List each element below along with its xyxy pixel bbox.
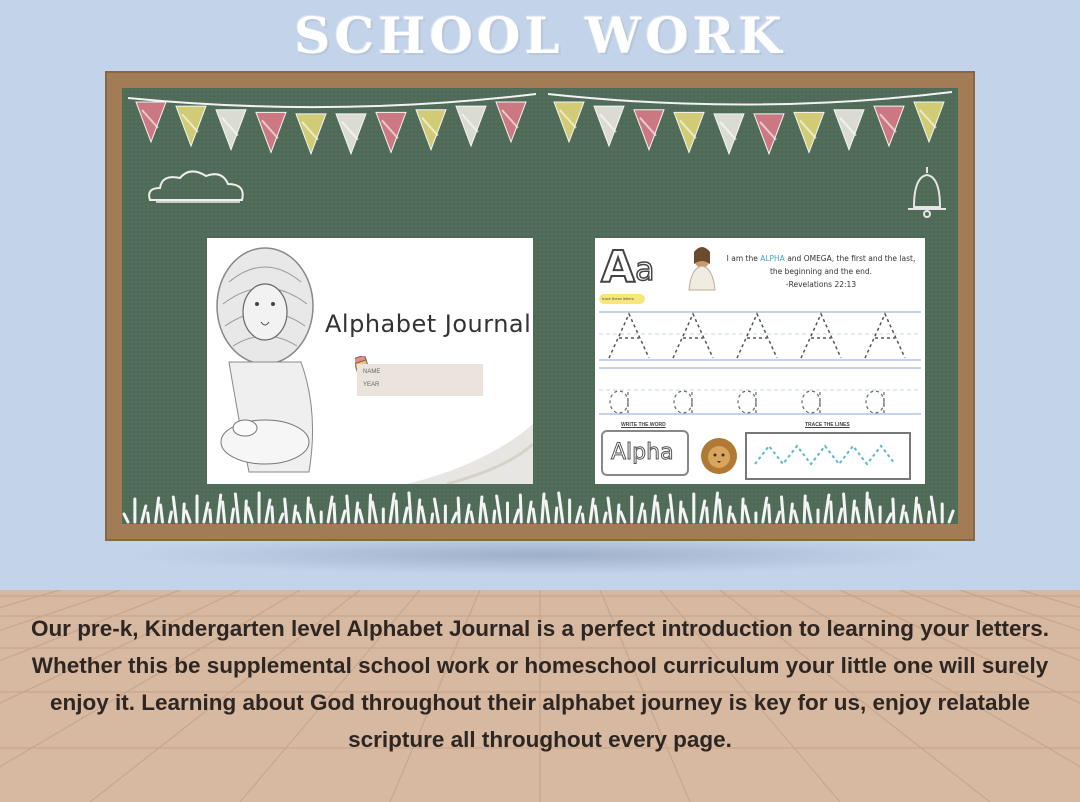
grass-blade: [582, 514, 583, 522]
journal-cover-card[interactable]: [207, 238, 533, 484]
grass-blade: [869, 500, 873, 522]
jesus-figure-icon: [685, 244, 719, 292]
grass-blade: [520, 495, 521, 522]
grass-blade: [715, 493, 718, 522]
grass-blade: [232, 509, 234, 522]
chalkboard-frame: [105, 71, 975, 541]
verse-line-2: the beginning and the end.: [769, 267, 873, 276]
trace-letter-A: [865, 314, 905, 358]
grass-blade: [435, 499, 439, 522]
grass-blade: [931, 497, 935, 522]
bunting-flag: [456, 106, 486, 146]
trace-letter-a: [866, 391, 884, 413]
verse-highlight: ALPHA: [760, 254, 785, 263]
write-word-label: WRITE THE WORD: [621, 422, 666, 428]
bunting-flag: [336, 114, 366, 154]
grass-blade: [356, 503, 358, 522]
grass-blade: [422, 507, 425, 522]
bunting-flag: [674, 112, 704, 152]
trace-letter-a: [674, 391, 692, 413]
grass-blade: [546, 501, 549, 522]
grass-blade: [285, 499, 287, 522]
grass-blade: [680, 502, 681, 522]
grass-blade: [360, 510, 363, 522]
grass-blade: [856, 508, 859, 522]
grass-blade: [666, 510, 668, 522]
bunting-flag: [914, 102, 944, 142]
grass-blade: [556, 508, 557, 522]
grass-blade: [210, 510, 211, 522]
bunting-flag: [176, 106, 206, 146]
verse-text-2: and OMEGA, the first and the last,: [784, 254, 916, 263]
grass-blade: [173, 497, 176, 522]
grass-blade: [807, 503, 811, 522]
grass-blade: [124, 514, 128, 522]
description-text: Our pre-k, Kindergarten level Alphabet Journal is a perfect introduction to learning your letters. Whether this be supplemental school work or homeschool curriculum your little one will surely enjoy it. Learning about God throughout their alphabet journey is key for us, enjoy relatable scripture all throughout every page.: [30, 616, 1050, 752]
grass-blade: [732, 514, 735, 522]
grass-blade: [559, 493, 563, 522]
grass-blade: [604, 513, 606, 522]
trace-tag-text: trace these letters: [602, 296, 634, 301]
grass-blade: [794, 511, 797, 522]
trace-letter-A: [737, 314, 777, 358]
grass-blade: [156, 498, 159, 522]
scripture-verse: [721, 252, 921, 291]
grass-blade: [893, 499, 894, 522]
grass-blade: [621, 512, 625, 522]
grass-blade: [218, 495, 221, 522]
grass-blade: [223, 502, 225, 522]
grass-blade: [471, 512, 473, 522]
grass-blade: [719, 500, 721, 522]
grass-blade: [452, 513, 456, 522]
year-field-label: YEAR: [363, 382, 380, 388]
trace-letter-a: [738, 391, 756, 413]
trace-tag: [599, 294, 645, 304]
tracing-rows: [595, 308, 925, 420]
grass-blade: [707, 508, 708, 522]
grass-blade: [866, 493, 867, 522]
grass-blade: [370, 495, 371, 522]
grass-blade: [528, 502, 531, 522]
grass-blade: [390, 494, 394, 522]
wood-floor: [0, 590, 1080, 802]
grass-blade: [645, 511, 646, 522]
trace-letter-A: [673, 314, 713, 358]
grass-blade: [595, 506, 597, 522]
grass-blade: [169, 512, 171, 522]
bunting-flag: [594, 106, 624, 146]
bunting-flag: [296, 114, 326, 154]
bunting-flag: [634, 110, 664, 150]
grass-blade: [497, 496, 501, 522]
board-shadow: [120, 535, 960, 575]
uppercase-letter: A: [601, 242, 636, 293]
bunting-flag: [794, 112, 824, 152]
grass-blade: [298, 513, 301, 522]
grass-blade: [310, 505, 314, 522]
grass-blade: [334, 504, 335, 522]
worksheet-card[interactable]: [595, 238, 925, 484]
grass-blade: [949, 511, 953, 522]
bell-icon: [902, 163, 952, 223]
grass-blade: [683, 509, 687, 522]
grass-blade: [839, 509, 842, 522]
grass-blade: [919, 505, 922, 522]
grass-blade: [657, 503, 659, 522]
grass-blade: [887, 514, 891, 522]
grass-blade: [777, 512, 780, 522]
trace-letter-a: [610, 391, 628, 413]
journal-title: Alphabet Journal: [325, 310, 532, 338]
grass-blade: [542, 494, 544, 522]
grass-blade: [831, 502, 832, 522]
grass-blade: [484, 504, 487, 522]
grass-blade: [396, 501, 397, 522]
grass-blade: [915, 498, 917, 522]
bunting-flag: [416, 110, 446, 150]
grass-blade: [347, 496, 349, 522]
grass-blade: [853, 501, 855, 522]
grass-blade: [458, 498, 459, 522]
bunting-flag: [376, 112, 406, 152]
grass-blade: [618, 505, 619, 522]
grass-blade: [844, 494, 846, 522]
grass-blade: [670, 495, 673, 522]
grass-blade: [328, 497, 332, 522]
word-text: Alpha: [611, 440, 674, 465]
grass-blade: [745, 506, 749, 522]
grass-blade: [906, 513, 908, 522]
grass-blade: [409, 493, 411, 522]
bunting-flag: [754, 114, 784, 154]
name-field-label: NAME: [363, 369, 381, 375]
trace-lines-label: TRACE THE LINES: [805, 422, 850, 428]
grass-blade: [804, 496, 805, 522]
grass-blade: [248, 508, 252, 522]
chalkboard: [122, 88, 958, 524]
bunting-flag: [874, 106, 904, 146]
trace-letter-a: [802, 391, 820, 413]
grass-blade: [728, 507, 730, 522]
grass-blade: [825, 495, 829, 522]
grass-blade: [235, 494, 238, 522]
grass-blade: [652, 496, 655, 522]
trace-letter-A: [801, 314, 841, 358]
grass-blade: [418, 500, 420, 522]
grass-blade: [307, 498, 308, 522]
bunting-flag: [216, 110, 246, 150]
bunting-flag: [256, 112, 286, 152]
bunting-flag: [714, 114, 744, 154]
lowercase-letter: a: [635, 250, 655, 288]
grass-blade: [294, 506, 296, 522]
grass-blade: [742, 499, 743, 522]
grass-blade: [186, 511, 190, 522]
grass-blade: [404, 508, 407, 522]
verse-reference: -Revelations 22:13: [785, 280, 857, 289]
name-year-box: [357, 364, 483, 396]
grass-blade: [639, 504, 643, 522]
grass-blade: [272, 507, 273, 522]
grass-blade: [245, 501, 246, 522]
grass-blade: [183, 504, 184, 522]
grass-blade: [494, 511, 495, 522]
grass-blade: [372, 502, 376, 522]
grass-blade: [533, 509, 535, 522]
grass-blade: [577, 507, 581, 522]
grass-blade: [790, 504, 792, 522]
grass-blade: [701, 501, 705, 522]
grass-blade: [480, 497, 482, 522]
grass-blade: [161, 505, 163, 522]
grass-blade: [514, 510, 518, 522]
cloud-icon: [142, 166, 252, 206]
grass-blade: [928, 512, 929, 522]
bunting-flag: [554, 102, 584, 142]
grass-blade: [266, 500, 270, 522]
bunting-flag: [496, 102, 526, 142]
grass-blade: [342, 511, 345, 522]
grass-blade: [769, 505, 770, 522]
grass-blade: [204, 503, 208, 522]
grass-blade: [280, 514, 283, 522]
bunting-flag: [834, 110, 864, 150]
grass-blade: [466, 505, 469, 522]
grass-blade: [782, 497, 784, 522]
grass-blade: [142, 506, 146, 522]
grass-blade: [901, 506, 904, 522]
grass-blade: [148, 513, 149, 522]
trace-letter-A: [609, 314, 649, 358]
lion-and-lamb-illustration: [209, 242, 331, 482]
grass-blade: [608, 498, 611, 522]
grass-blade: [763, 498, 767, 522]
bunting-flag: [136, 102, 166, 142]
grass-blade: [432, 514, 433, 522]
verse-text-1: I am the: [726, 254, 761, 263]
page-title: SCHOOL WORK: [294, 6, 786, 65]
chalk-grass: [122, 464, 958, 524]
grass-blade: [590, 499, 593, 522]
